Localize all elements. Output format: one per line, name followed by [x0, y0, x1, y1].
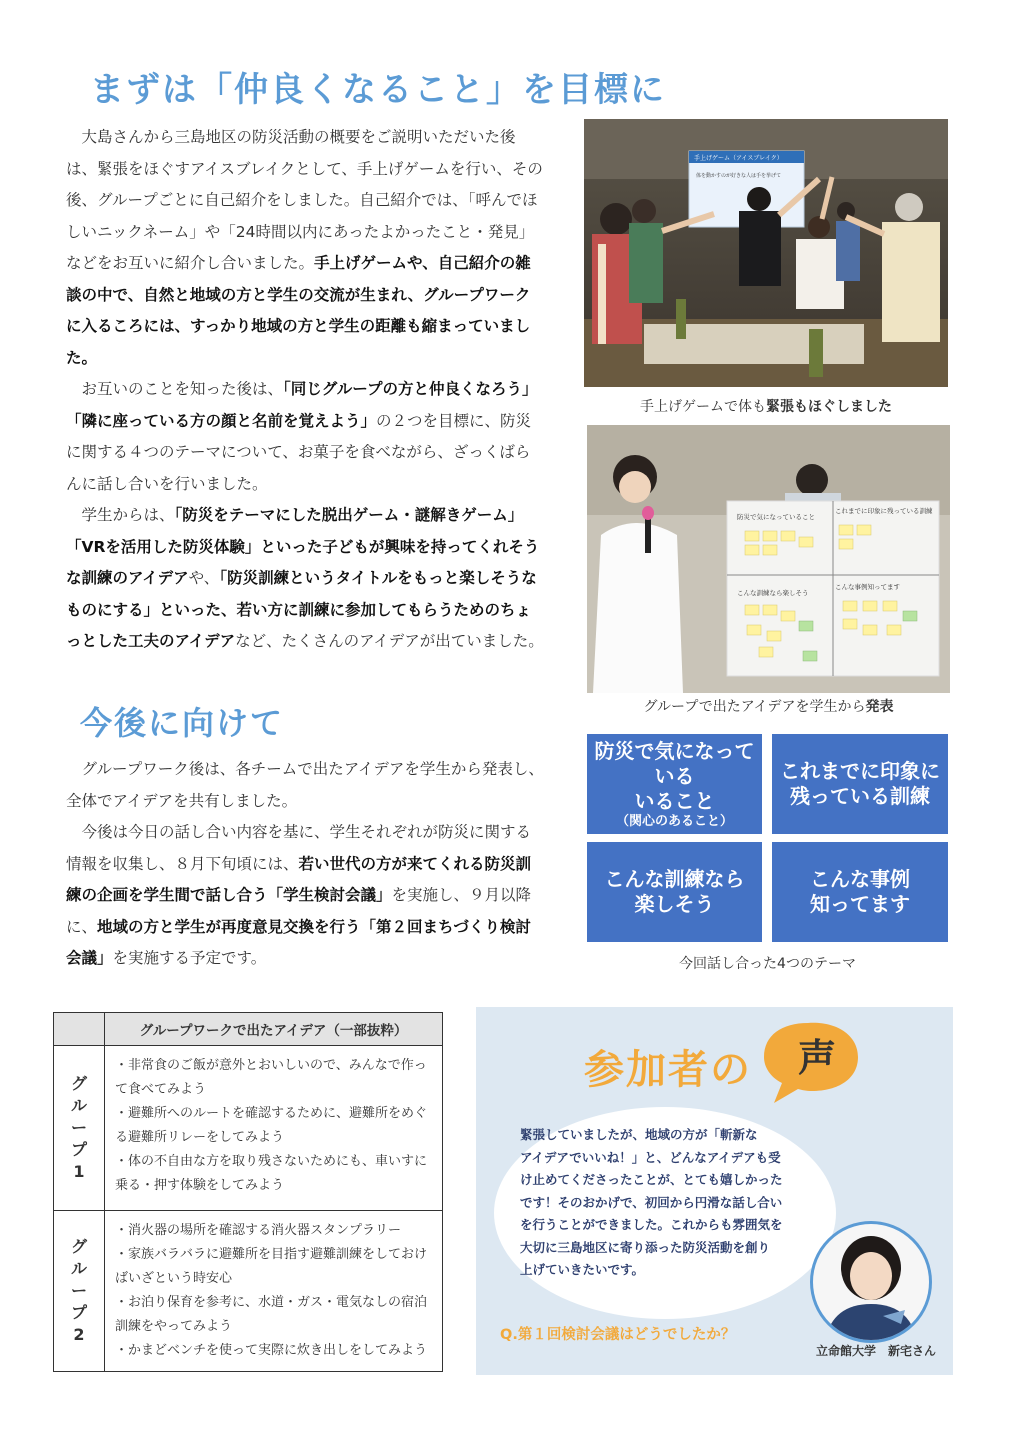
- photo2-caption: [587, 696, 950, 716]
- future-paragraph: [66, 754, 544, 817]
- theme-tile-fun-line1: こんな訓練なら: [604, 867, 745, 891]
- voice-comment-line: け止めてくださったことが、とても嬉しかった: [520, 1172, 783, 1187]
- board-right2-label: こんな事例知ってます: [835, 583, 900, 591]
- group1-label: [54, 1046, 105, 1211]
- screen-body-text: 体を動かすのが好きな人は手を挙げて: [696, 173, 782, 179]
- group2-idea-item: ・消火器の場所を確認する消火器スタンプラリー: [115, 1223, 402, 1238]
- group2-label-text: [55, 1236, 103, 1346]
- photo-student-presentation: [587, 425, 950, 693]
- theme-tile-memorable-drills: [772, 734, 948, 834]
- emphasis-text: 「防災をテーマにした脱出ゲーム・謎解きゲーム」「VRを活用した防災体験」といった子どもが興味を持ってくれそうな訓練のアイデア: [66, 506, 540, 587]
- ideas-table-header: グループワークで出たアイデア（一部抜粋）: [105, 1013, 443, 1046]
- voice-comment-line: 緊張していましたが、地域の方が「斬新な: [520, 1127, 758, 1142]
- section-heading-goal: まずは「仲良くなること」を目標に: [90, 70, 666, 110]
- group-label-char: ル: [70, 1259, 87, 1278]
- theme-tile-concerns-line2: いること: [634, 788, 715, 813]
- emphasis-text: 「同じグループの方と仲良くなろう」「隣に座っている方の顔と名前を覚えよう」: [66, 380, 538, 430]
- participant-voice-box: [476, 1007, 953, 1375]
- emphasis-text: 地域の方と学生が再度意見交換を行う「第２回まちづくり検討会議」: [66, 917, 531, 967]
- group-label-char: 1: [73, 1162, 85, 1181]
- theme-tile-concerns: [587, 734, 762, 834]
- voice-comment-line: を行うことができました。これからも雰囲気を: [520, 1217, 783, 1232]
- photo1-caption-plain: 手上げゲームで体も: [640, 399, 766, 415]
- voice-comment-text: [520, 1124, 840, 1282]
- theme-tile-fun-drills: [587, 842, 762, 942]
- photo2-caption-bold: 発表: [865, 699, 894, 715]
- ideas-table-header-row: [54, 1013, 443, 1046]
- group1-idea-item: ・体の不自由な方を取り残さないためにも、車いすに乗る・押す体験をしてみよう: [115, 1154, 428, 1193]
- voice-comment-line: です！そのおかげで、初回から円滑な話し合い: [520, 1194, 783, 1210]
- group-label-char: グ: [70, 1237, 87, 1256]
- theme-tile-fun-line2: 楽しそう: [634, 892, 715, 916]
- voice-title: [584, 1031, 752, 1101]
- theme-tile-known-cases: [772, 842, 948, 942]
- group-label-char: ー: [70, 1118, 87, 1137]
- body-text: を実施する予定です。: [112, 949, 267, 967]
- voice-title-text: 参加者の: [584, 1046, 752, 1093]
- body-text: を実施し、９月以降に、: [66, 886, 532, 936]
- goal-paragraph: [66, 374, 544, 500]
- body-text: 学生からは、: [81, 506, 175, 524]
- body-text: 今後は今日の話し合い内容を基に、学生それぞれが防災に関する情報を収集し、８月下旬頃には、: [66, 823, 532, 873]
- group1-idea-item: ・避難所へのルートを確認するために、避難所をめぐる避難所リレーをしてみよう: [115, 1106, 428, 1145]
- body-text: の２つを目標に、防災に関する４つのテーマについて、お菓子を食べながら、ざっくばらんに話し合いを行いました。: [66, 411, 532, 493]
- voice-comment-line: 大切に三島地区に寄り添った防災活動を創り: [520, 1239, 771, 1255]
- theme-tile-memorable-line2: 残っている訓練: [790, 784, 930, 808]
- group2-idea-item: ・家族バラバラに避難所を目指す避難訓練をしておけばいざという時安心: [115, 1247, 428, 1286]
- group2-idea-item: ・お泊り保育を参考に、水道・ガス・電気なしの宿泊訓練をやってみよう: [115, 1295, 428, 1334]
- group1-idea-item: ・非常食のご飯が意外とおいしいので、みんなで作って食べてみよう: [115, 1058, 427, 1097]
- themes-caption: 今回話し合った4つのテーマ: [679, 956, 856, 972]
- participant-name: 立命館大学 新宅さん: [816, 1344, 937, 1358]
- participant-avatar: [810, 1221, 932, 1343]
- ideas-table: [53, 1012, 443, 1372]
- section-future-body: [66, 754, 544, 975]
- section-heading-future: 今後に向けて: [80, 704, 285, 742]
- section-goal-body: [66, 122, 544, 658]
- board-left2-label: こんな訓練なら楽しそう: [737, 589, 809, 597]
- theme-tile-concerns-sub: （関心のあること）: [615, 813, 733, 829]
- group-label-char: 2: [73, 1325, 85, 1344]
- photo-hand-raising-game: [584, 119, 948, 387]
- theme-tile-cases-line2: 知ってます: [810, 892, 910, 916]
- group-label-char: プ: [70, 1303, 87, 1322]
- theme-tile-memorable-line1: これまでに印象に: [780, 759, 940, 783]
- group-label-char: ー: [70, 1281, 87, 1300]
- body-text: お互いのことを知った後は、: [81, 380, 284, 398]
- body-text: 大島さんから三島地区の防災活動の概要をご説明いただいた後は、緊張をほぐすアイスブレイクとして、手上げゲームを行い、その後、グループごとに自己紹介をしました。自己紹介では、「呼んでほしいニックネーム」や「24時間以内にあったよかったこと・発見」などをお互いに紹介し合いました。: [66, 128, 543, 272]
- group2-label: [54, 1211, 105, 1372]
- screen-title-text: 手上げゲーム（アイスブレイク）: [694, 155, 783, 162]
- body-text: や、: [188, 569, 220, 587]
- ideas-table-row-group1: [54, 1046, 443, 1211]
- theme-tile-cases-line1: こんな事例: [810, 867, 910, 891]
- voice-question: Q.第１回検討会議はどうでしたか？: [500, 1327, 736, 1343]
- group1-ideas: [105, 1046, 443, 1211]
- future-paragraph: [66, 817, 544, 975]
- ideas-table-row-group2: [54, 1211, 443, 1372]
- board-right-label: これまでに印象に残っている訓練: [835, 507, 933, 515]
- group-label-char: グ: [70, 1074, 87, 1093]
- goal-paragraph: [66, 122, 544, 374]
- group-label-char: プ: [70, 1140, 87, 1159]
- emphasis-text: 「防災訓練というタイトルをもっと楽しそうなものにする」といった、若い方に訓練に参加してもらうためのちょっとした工夫のアイデア: [66, 569, 537, 650]
- voice-comment-line: 上げていきたいです。: [520, 1262, 645, 1277]
- emphasis-text: 手上げゲームや、自己紹介の雑談の中で、自然と地域の方と学生の交流が生まれ、グループワークに入るころには、すっかり地域の方と学生の距離も縮まっていました。: [66, 254, 531, 367]
- group-label-char: ル: [70, 1096, 87, 1115]
- photo1-caption: [584, 396, 948, 416]
- board-left-label: 防災で気になっていること: [737, 513, 815, 521]
- goal-paragraph: [66, 500, 544, 658]
- photo2-caption-plain: グループで出たアイデアを学生から: [643, 699, 866, 715]
- voice-comment-line: アイデアでいいね！」と、どんなアイデアも受: [520, 1149, 781, 1165]
- body-text: グループワーク後は、各チームで出たアイデアを学生から発表し、全体でアイデアを共有しました。: [66, 760, 544, 810]
- ideas-table-corner: [54, 1013, 105, 1046]
- group2-idea-item: ・かまどベンチを使って実際に炊き出しをしてみよう: [115, 1343, 428, 1358]
- group1-label-text: [55, 1073, 103, 1183]
- theme-tile-concerns-line1: 防災で気になっている: [594, 738, 755, 788]
- voice-title-bubble-char: 声: [797, 1036, 836, 1080]
- body-text: など、たくさんのアイデアが出ていました。: [235, 632, 544, 650]
- group2-ideas: [105, 1211, 443, 1372]
- emphasis-text: 若い世代の方が来てくれる防災訓練の企画を学生間で話し合う「学生検討会議」: [66, 854, 532, 904]
- photo1-caption-bold: 緊張もほぐしました: [766, 399, 892, 415]
